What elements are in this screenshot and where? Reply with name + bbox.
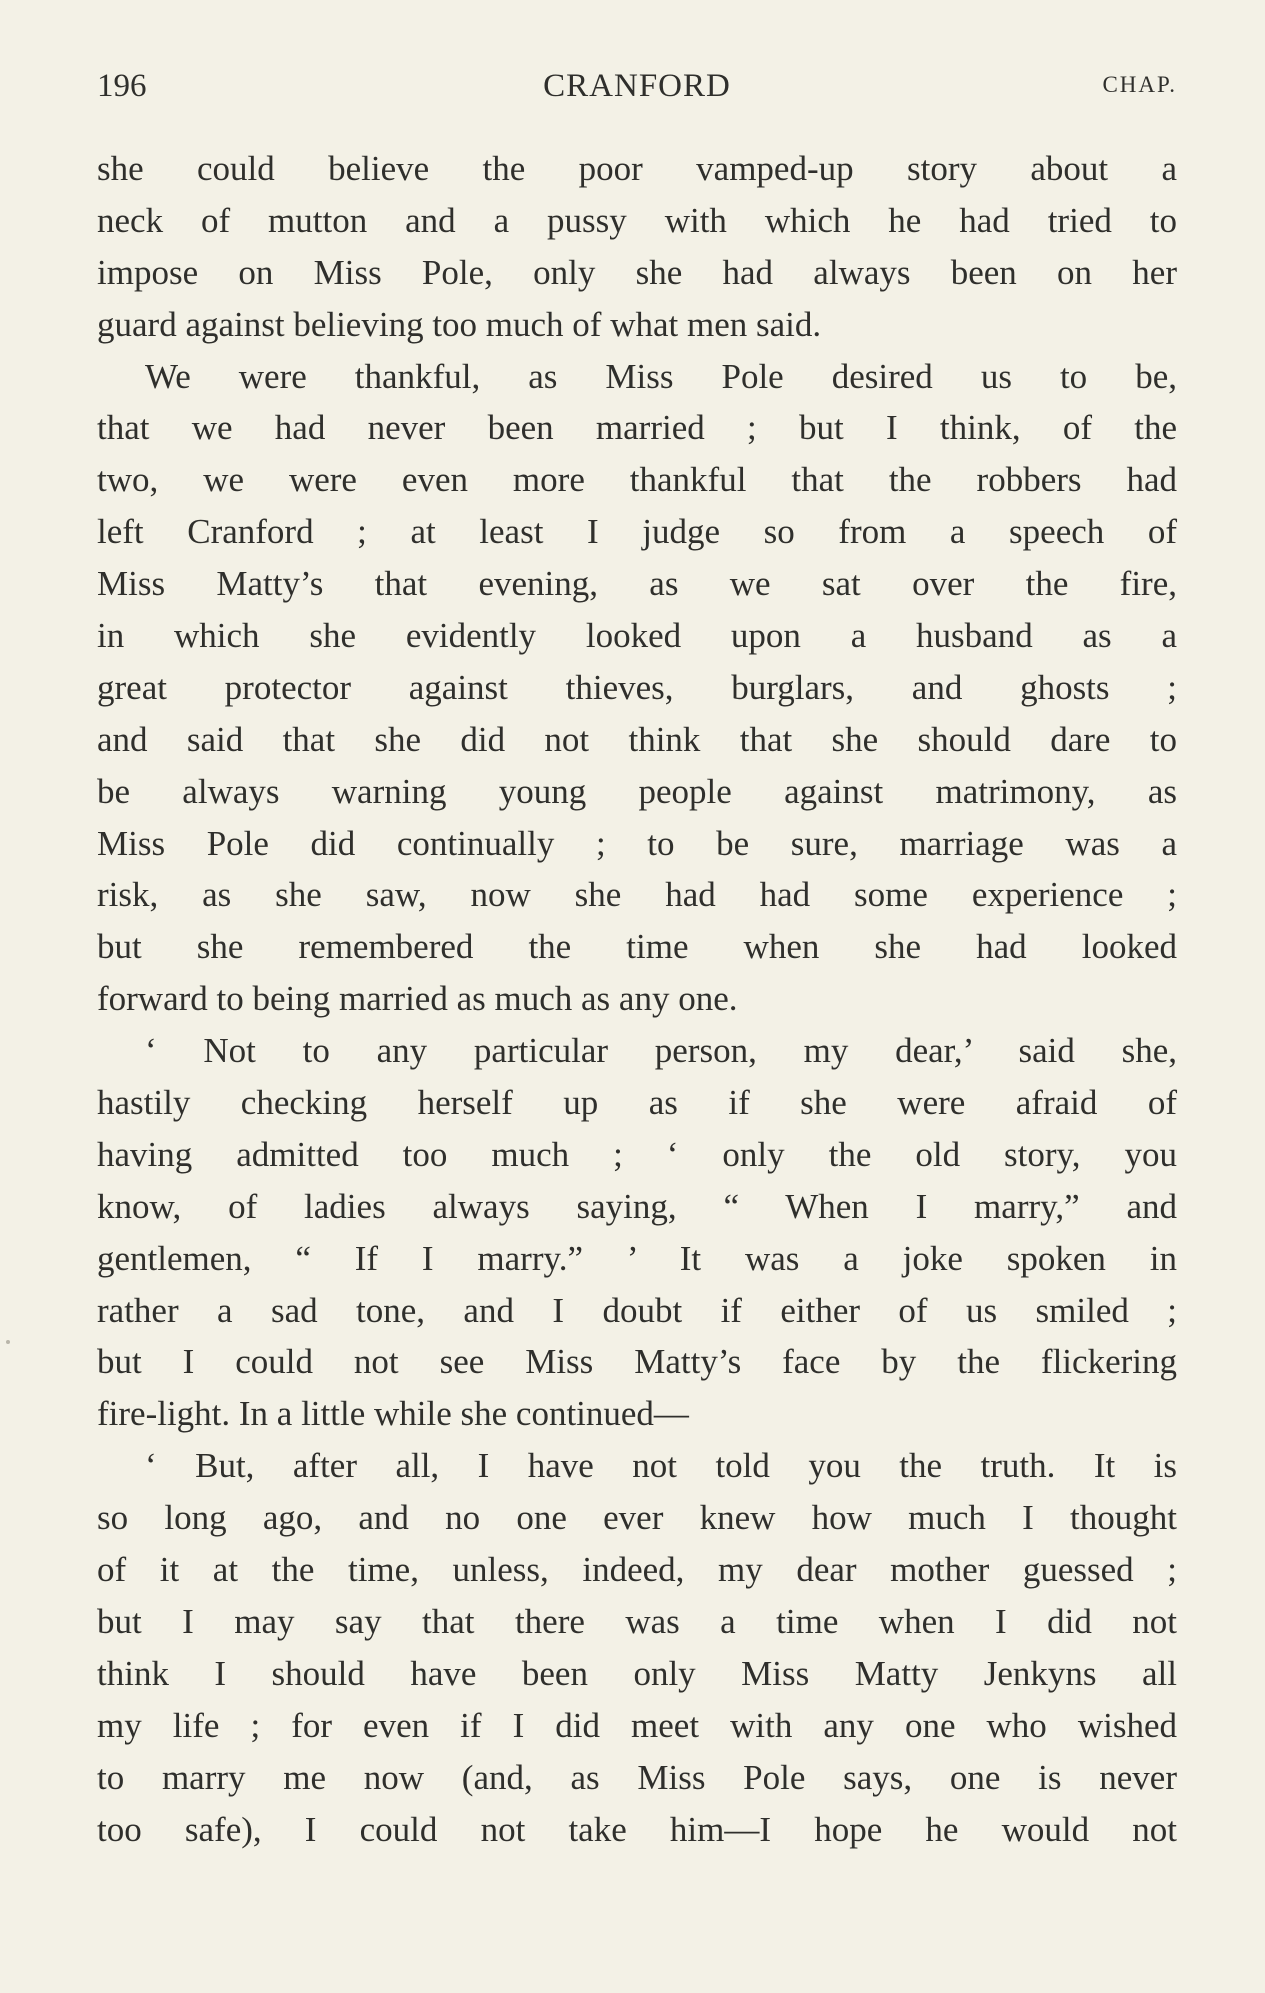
text-line: ‘ But, after all, I have not told you the truth. It is — [145, 1446, 1177, 1486]
text-line: impose on Miss Pole, only she had always been on her — [97, 252, 1177, 292]
text-line: that we had never been married ; but I think, of the — [97, 408, 1177, 448]
text-line: We were thankful, as Miss Pole desired us to be, — [145, 356, 1177, 396]
text-line: but I could not see Miss Matty’s face by the flickering — [97, 1342, 1177, 1382]
paper-speck — [6, 1340, 10, 1344]
text-line: neck of mutton and a pussy with which he had tried to — [97, 200, 1177, 240]
text-line: rather a sad tone, and I doubt if either of us smiled ; — [97, 1290, 1177, 1330]
text-line: risk, as she saw, now she had had some experience ; — [97, 875, 1177, 915]
text-line: hastily checking herself up as if she were afraid of — [97, 1083, 1177, 1123]
text-line: guard against believing too much of what men said. — [97, 304, 822, 344]
running-title: CRANFORD — [543, 68, 731, 104]
text-line: great protector against thieves, burglars, and ghosts ; — [97, 667, 1177, 707]
text-line: she could believe the poor vamped-up story about a — [97, 149, 1177, 188]
text-line: of it at the time, unless, indeed, my dear mother guessed ; — [97, 1550, 1177, 1590]
text-line: but she remembered the time when she had looked — [97, 927, 1177, 967]
text-line: having admitted too much ; ‘ only the old story, you — [97, 1134, 1177, 1174]
text-line: be always warning young people against matrimony, as — [97, 771, 1177, 811]
text-line: my life ; for even if I did meet with any one who wished — [97, 1705, 1177, 1745]
text-line: so long ago, and no one ever knew how much I thought — [97, 1498, 1177, 1538]
text-line: Miss Pole did continually ; to be sure, marriage was a — [97, 823, 1177, 863]
page-header — [97, 68, 1177, 108]
text-line: in which she evidently looked upon a husband as a — [97, 616, 1177, 656]
text-line: too safe), I could not take him—I hope he would not — [97, 1809, 1177, 1849]
text-line: fire-light. In a little while she continued— — [97, 1394, 689, 1434]
text-line: forward to being married as much as any one. — [97, 979, 738, 1019]
chapter-label: CHAP. — [1102, 72, 1177, 97]
page-number: 196 — [97, 68, 147, 104]
text-line: two, we were even more thankful that the robbers had — [97, 460, 1177, 500]
text-line: ‘ Not to any particular person, my dear,’ said she, — [145, 1031, 1177, 1071]
text-line: and said that she did not think that she should dare to — [97, 719, 1177, 759]
text-line: know, of ladies always saying, “ When I marry,” and — [97, 1186, 1177, 1226]
text-line: gentlemen, “ If I marry.” ’ It was a joke spoken in — [97, 1238, 1177, 1278]
text-line: Miss Matty’s that evening, as we sat over the fire, — [97, 564, 1177, 604]
text-line: but I may say that there was a time when I did not — [97, 1601, 1177, 1641]
text-line: to marry me now (and, as Miss Pole says, one is never — [97, 1757, 1177, 1797]
body-text — [97, 143, 1177, 1855]
text-line: think I should have been only Miss Matty Jenkyns all — [97, 1653, 1177, 1693]
text-line: left Cranford ; at least I judge so from a speech of — [97, 512, 1177, 552]
